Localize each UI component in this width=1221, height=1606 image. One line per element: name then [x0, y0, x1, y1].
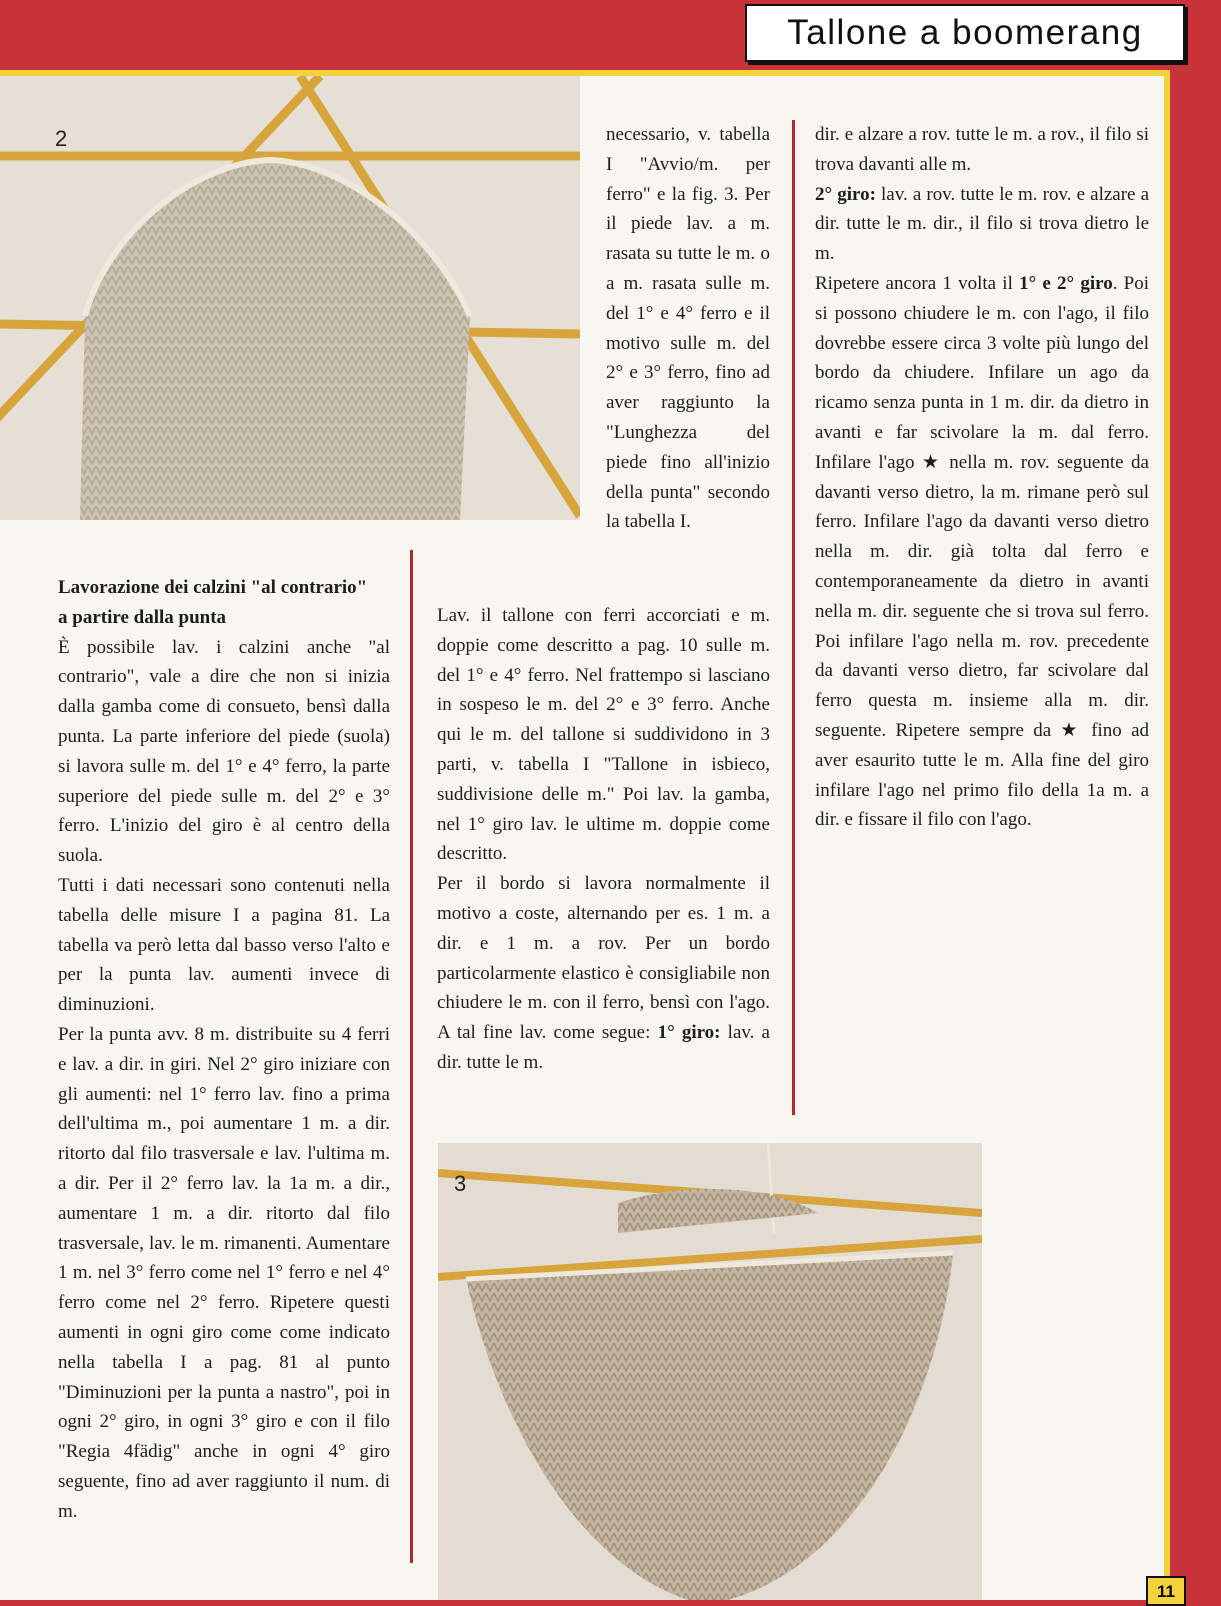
column-divider-2	[792, 120, 795, 1115]
photo-figure-2	[0, 76, 580, 520]
col2-p2-text: Per il bordo si lavora normalmente il motivo a coste, alternando per es. 1 m. a dir. e 1 m. a rov. Per un bordo particolarmente elastico è consigliabile non chiudere le m. con il ferro, bensì con l'ago. A tal fine lav. come segue:	[437, 873, 770, 1044]
col3-p2-text: lav. a rov. tutte le m. rov. e alzare a dir. tutte le m. dir., il filo si trova dietro le m.	[815, 183, 1150, 265]
col2-p2-tail: lav. a dir. tutte le m.	[437, 1022, 770, 1073]
col2-paragraph-1: Lav. il tallone con ferri accorciati e m. doppie come descritto a pag. 10 sulle m. del 1° e 4° ferro. Nel frattempo si lasciano in sospeso le m. del 2° e 3° ferro. Anche qui le m. del tallone si suddividono in 3 parti, v. tabella I "Tallone in isbieco, suddivisione delle m." Poi lav. la gamba, nel 1° giro lav. le ultime m. doppie come descritto.	[437, 605, 770, 865]
section-heading-line-2: a partire dalla punta	[58, 606, 227, 628]
col2-paragraph-2	[437, 869, 770, 1078]
title-box	[745, 4, 1185, 62]
knitted-toe-photo-3	[438, 1143, 982, 1600]
col1-paragraph-3: Per la punta avv. 8 m. distribuite su 4 ferri e lav. a dir. in giri. Nel 2° giro iniziare con gli aumenti: nel 1° ferro lav. fino a prima dell'ultima m., poi aumentare 1 m. a dir. ritorto dal filo trasversale e lav. l'ultima m. a dir. Per il 2° ferro lav. la 1a m. a dir., aumentare 1 m. a dir. ritorto dal filo trasversale, lav. le m. rimanenti. Aumentare 1 m. nel 3° ferro come nel 1° ferro e nel 4° ferro come nel 2° ferro. Ripetere questi aumenti in ogni giro come come indicato nella tabella I a pag. 81 al punto "Diminuzioni per la punta a nastro", poi in ogni 2° giro, in ogni 3° giro e con il filo "Regia 4fädig" anche in ogni 4° giro seguente, fino ad aver raggiunto il num. di m.	[58, 1023, 390, 1522]
photo-figure-3	[438, 1143, 982, 1600]
text-column-2	[437, 601, 770, 1078]
text-column-2-narrow	[606, 120, 770, 537]
col3-paragraph-1: dir. e alzare a rov. tutte le m. a rov., il filo si trova davanti alle m.	[815, 124, 1149, 175]
page-number: 11	[1146, 1576, 1186, 1606]
column-divider-1	[410, 550, 413, 1563]
col3-p2-bold: 2° giro:	[815, 183, 876, 205]
col1-paragraph-2: Tutti i dati necessari sono contenuti nella tabella delle misure I a pagina 81. La tabella va però letta dal basso verso l'alto e per la punta lav. aumenti invece di diminuzioni.	[58, 874, 390, 1016]
col3-p3-tail: . Poi si possono chiudere le m. con l'ago, il filo dovrebbe essere circa 3 volte più lungo del bordo da chiudere. Infilare un ago da ricamo senza punta in 1 m. dir. da dietro in avanti e far scivolare la m. dal ferro. Infilare l'ago ★ nella m. rov. seguente da davanti verso dietro, la m. rimane però sul ferro. Infilare l'ago da davanti verso dietro nella m. dir. già tolta dal ferro e contemporaneamente da dietro in avanti nella m. dir. seguente che si trova sul ferro. Poi infilare l'ago nella m. rov. precedente da davanti verso dietro, far scivolare dal ferro questa m. insieme alla m. dir. seguente. Ripetere sempre da ★ fino ad aver esaurito tutte le m. Alla fine del giro infilare l'ago nel primo filo della 1a m. a dir. e fissare il filo con l'ago.	[815, 272, 1150, 831]
text-column-3	[815, 120, 1149, 835]
col3-p3-text: Ripetere ancora 1 volta il	[815, 272, 1013, 294]
figure-3-label: 3	[454, 1171, 467, 1196]
col3-p3-bold: 1° e 2° giro	[1019, 272, 1113, 294]
text-column-1	[58, 573, 390, 1527]
col3-paragraph-3	[815, 269, 1149, 835]
col2-narrow-paragraph: necessario, v. tabella I "Avvio/m. per ferro" e la fig. 3. Per il piede lav. a m. rasata su tutte le m. o a m. rasata sulle m. del 1° e 4° ferro e il motivo sulle m. del 2° e 3° ferro, fino ad aver raggiunto la "Lunghezza del piede fino all'inizio della punta" secondo la tabella I.	[606, 124, 770, 533]
knitted-toe-photo-2	[0, 76, 580, 520]
section-heading-line-1: Lavorazione dei calzini "al contrario"	[58, 577, 368, 598]
col3-paragraph-2	[815, 180, 1149, 269]
col2-p2-bold: 1° giro:	[657, 1022, 721, 1044]
page-title: Tallone a boomerang	[787, 13, 1143, 52]
figure-2-label: 2	[55, 126, 68, 151]
col1-paragraph-1: È possibile lav. i calzini anche "al contrario", vale a dire che non si inizia dalla gamba come di consueto, bensì dalla punta. La parte inferiore del piede (suola) si lavora sulle m. del 1° e 4° ferro, la parte superiore del piede sulle m. del 2° e 3° ferro. L'inizio del giro è al centro della suola.	[58, 636, 390, 867]
